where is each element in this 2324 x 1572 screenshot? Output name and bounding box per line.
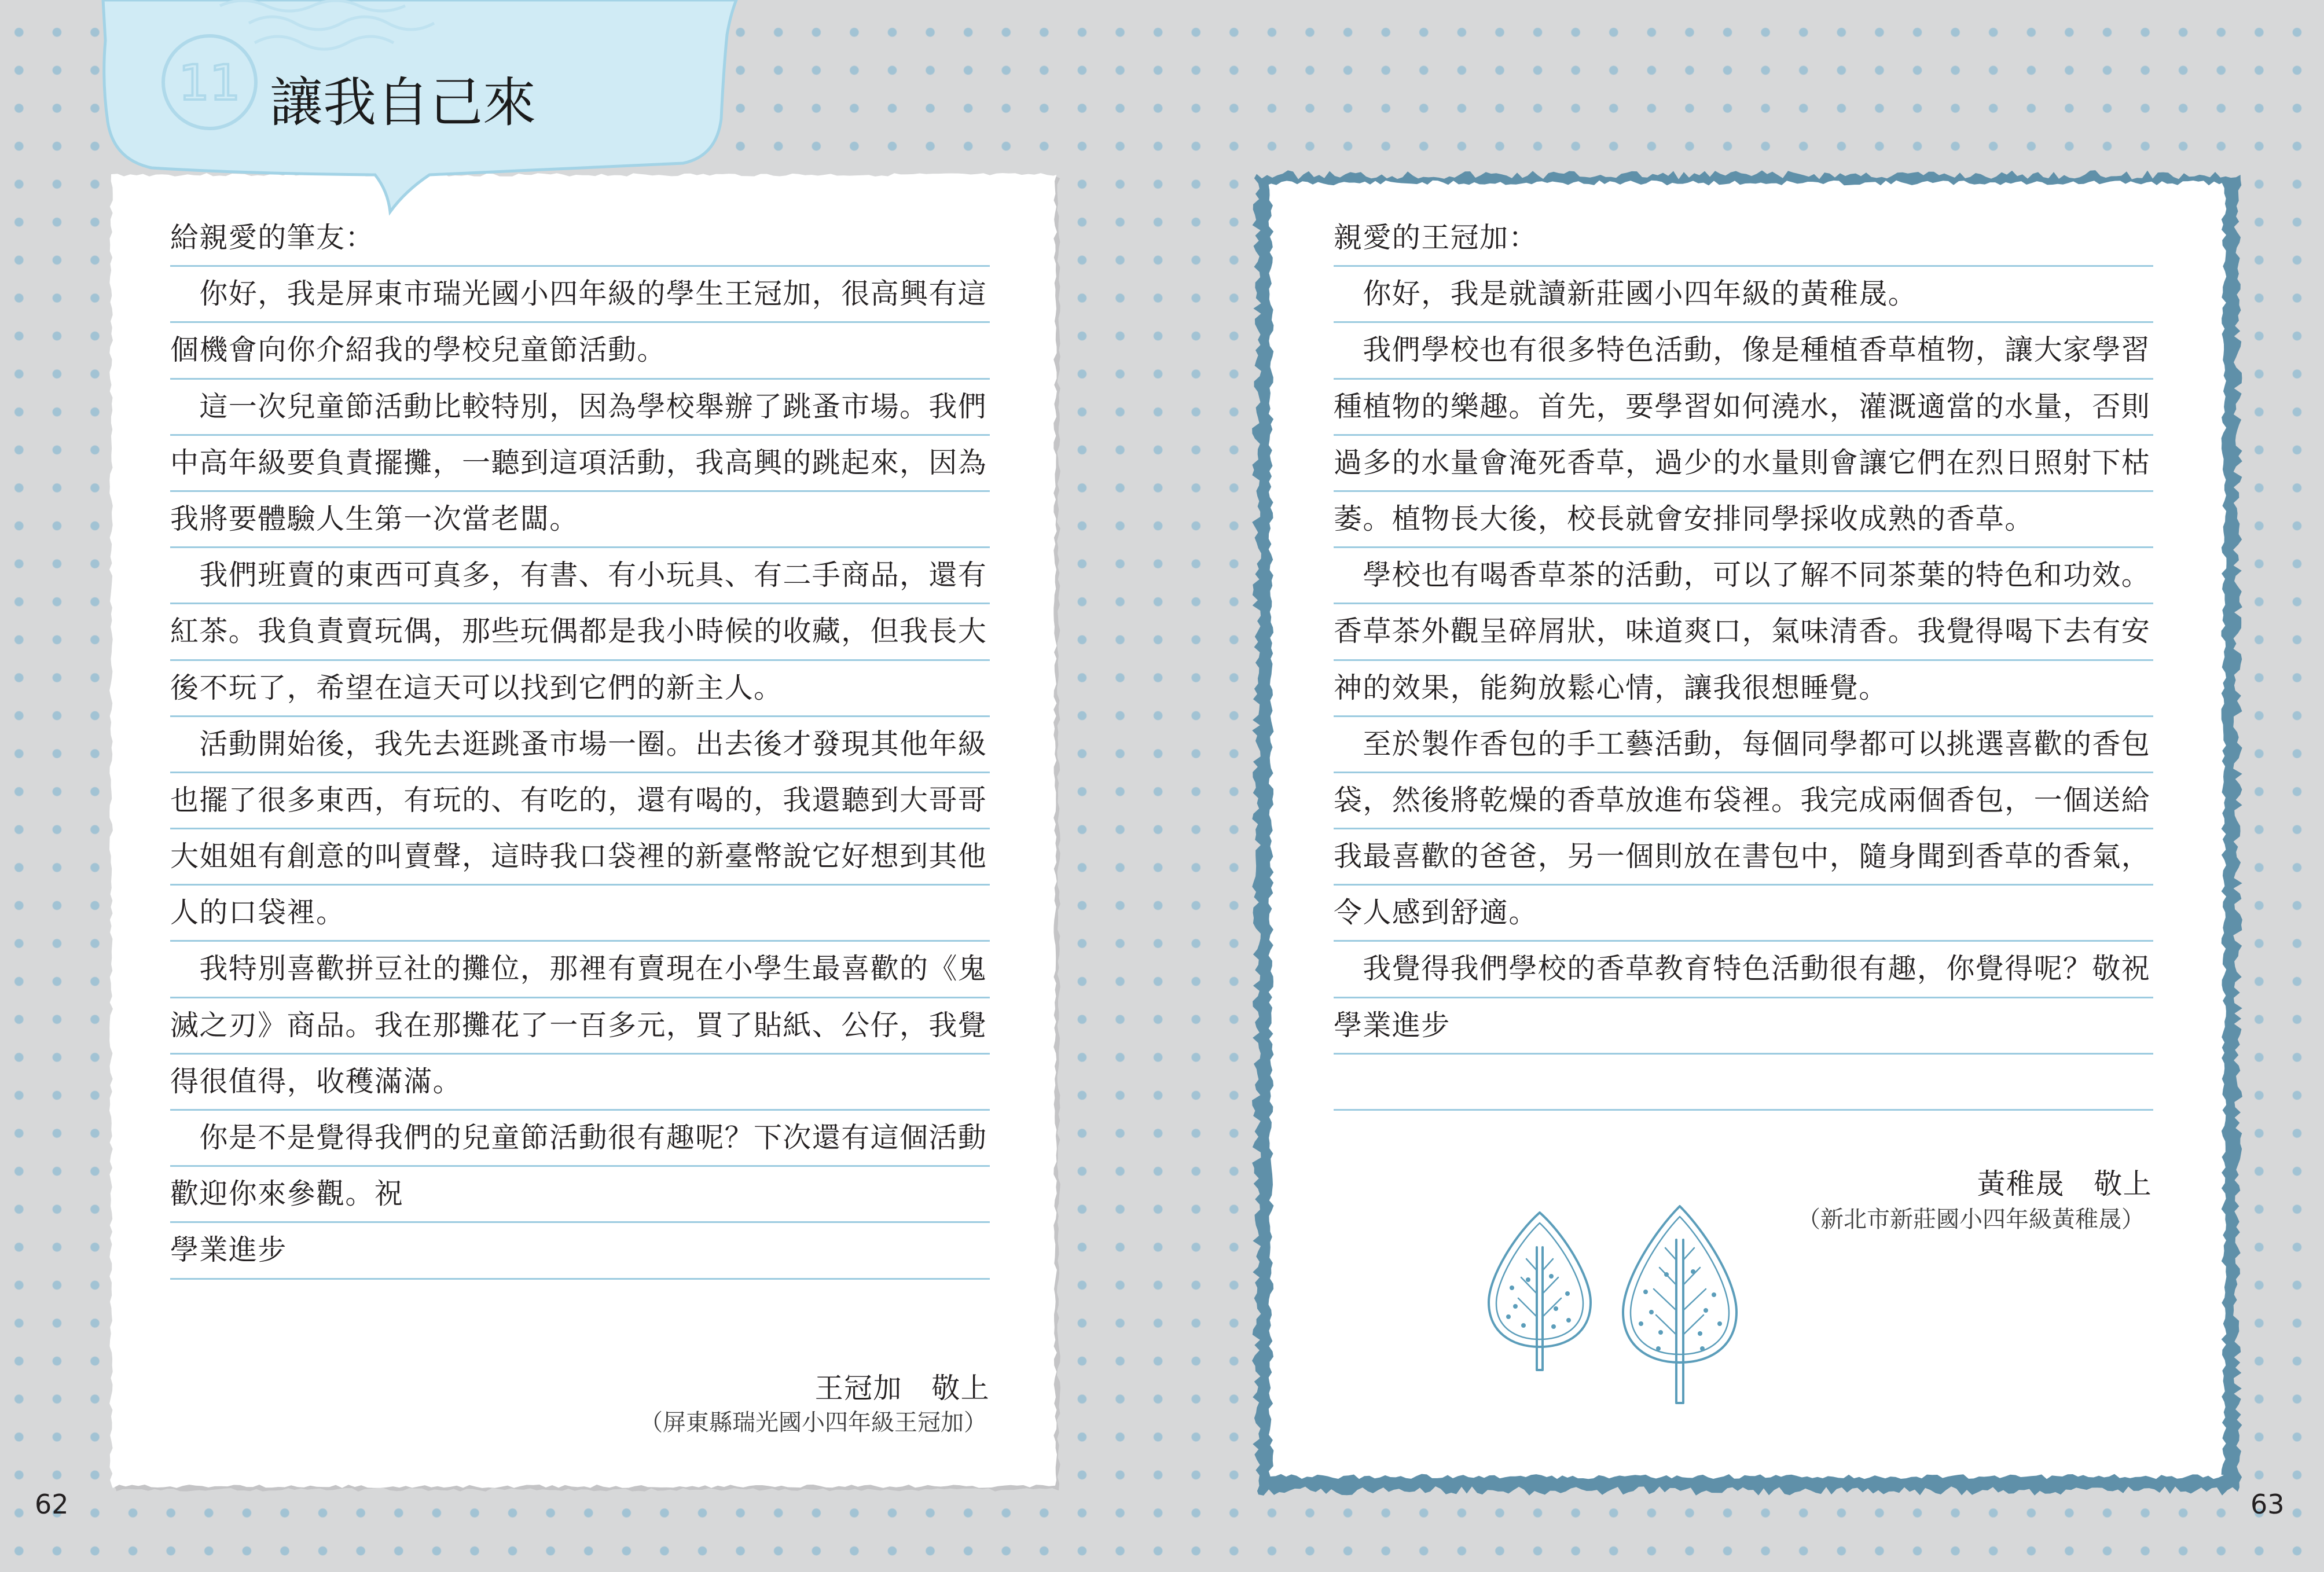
letter-line: 香草茶外觀呈碎屑狀，味道爽口，氣味清香。我覺得喝下去有安 [1334, 604, 2153, 660]
tree-dot [1639, 1321, 1643, 1326]
tree-dot [1521, 1323, 1526, 1328]
tree-dot [1506, 1314, 1511, 1319]
letter-line: 滅之刃》商品。我在那攤花了一百多元，買了貼紙、公仔，我覺 [170, 998, 990, 1055]
letter-line: 歡迎你來參觀。祝 [170, 1167, 990, 1223]
letter-line: 這一次兒童節活動比較特別，因為學校舉辦了跳蚤市場。我們 [170, 380, 990, 436]
tree-leaf-inner-outline [1631, 1217, 1729, 1354]
tree-dot [1664, 1272, 1669, 1277]
letter-line: 我覺得我們學校的香草教育特色活動很有趣，你覺得呢？敬祝 [1334, 942, 2153, 998]
letter-line: 中高年級要負責擺攤，一聽到這項活動，我高興的跳起來，因為 [170, 436, 990, 492]
tree-trunk [1676, 1240, 1683, 1403]
letter-line: 也擺了很多東西，有玩的、有吃的，還有喝的，我還聽到大哥哥 [170, 773, 990, 829]
tree-dot [1526, 1277, 1530, 1282]
page-title: 讓我自己來 [270, 72, 537, 134]
letter-line: 大姐姐有創意的叫賣聲，這時我口袋裡的新臺幣說它好想到其他 [170, 829, 990, 886]
letter-line: 我特別喜歡拼豆社的攤位，那裡有賣現在小學生最喜歡的《鬼 [170, 942, 990, 998]
tree-dot [1510, 1285, 1514, 1290]
tree-dot [1703, 1308, 1708, 1313]
letter-line: 萎。植物長大後，校長就會安排同學採收成熟的香草。 [1334, 492, 2153, 548]
letter-closing: 學業進步 [1334, 998, 2153, 1055]
tree-dot [1566, 1318, 1571, 1323]
letter-line: 我們學校也有很多特色活動，像是種植香草植物，讓大家學習 [1334, 323, 2153, 379]
tree-dot [1643, 1290, 1648, 1294]
tree-dot [1565, 1291, 1570, 1296]
tree-dot [1712, 1292, 1716, 1297]
right-letter [1334, 211, 2153, 1111]
tree-dot [1717, 1321, 1722, 1326]
letter-line: 紅茶。我負責賣玩偶，那些玩偶都是我小時候的收藏，但我長大 [170, 604, 990, 660]
letter-line: 神的效果，能夠放鬆心情，讓我很想睡覺。 [1334, 661, 2153, 717]
tree-dot [1649, 1310, 1654, 1314]
small-tree-icon [1482, 1207, 1598, 1375]
tree-dot [1554, 1306, 1558, 1311]
letter-closing: 學業進步 [170, 1223, 990, 1279]
letter-line: 你好，我是就讀新莊國小四年級的黃稚晟。 [1334, 267, 2153, 323]
tree-branches [1654, 1248, 1706, 1335]
tree-dots [1639, 1269, 1722, 1351]
tree-dot [1691, 1269, 1695, 1274]
letter-line: 過多的水量會淹死香草，過少的水量則會讓它們在烈日照射下枯 [1334, 436, 2153, 492]
letter-line: 你好，我是屏東市瑞光國小四年級的學生王冠加，很高興有這 [170, 267, 990, 323]
page-number-left: 62 [35, 1489, 69, 1520]
tree-dot [1658, 1330, 1663, 1335]
letter-line: 至於製作香包的手工藝活動，每個同學都可以挑選喜歡的香包 [1334, 717, 2153, 773]
letter-line: 我們班賣的東西可真多，有書、有小玩具、有二手商品，還有 [170, 548, 990, 604]
letter-line: 我最喜歡的爸爸，另一個則放在書包中，隨身聞到香草的香氣， [1334, 829, 2153, 886]
blank-rule-line [1334, 1055, 2153, 1111]
letter-line: 個機會向你介紹我的學校兒童節活動。 [170, 323, 990, 379]
letter-signature: 王冠加 敬上 [814, 1372, 990, 1405]
signature-school-note: （屏東縣瑞光國小四年級王冠加） [640, 1409, 987, 1436]
tree-dot [1513, 1304, 1518, 1309]
letter-line: 得很值得，收穫滿滿。 [170, 1055, 990, 1111]
signature-school-note: （新北市新莊國小四年級黃稚晟） [1797, 1206, 2145, 1233]
tree-dot [1698, 1331, 1702, 1336]
letter-signature: 黃稚晟 敬上 [1977, 1167, 2152, 1200]
tree-dot [1656, 1346, 1661, 1351]
letter-line: 後不玩了，希望在這天可以找到它們的新主人。 [170, 661, 990, 717]
letter-salutation: 給親愛的筆友： [170, 211, 990, 267]
tree-dot [1551, 1324, 1556, 1329]
tree-dots [1506, 1274, 1571, 1329]
postmark-number: 11 [178, 54, 241, 111]
page-number-right: 63 [2250, 1489, 2285, 1520]
letter-salutation: 親愛的王冠加： [1334, 211, 2153, 267]
tree-trunk [1537, 1247, 1543, 1370]
letter-line: 我將要體驗人生第一次當老闆。 [170, 492, 990, 548]
letter-line: 學校也有喝香草茶的活動，可以了解不同茶葉的特色和功效。 [1334, 548, 2153, 604]
letter-line: 令人感到舒適。 [1334, 886, 2153, 942]
letter-line: 人的口袋裡。 [170, 886, 990, 942]
tree-dot [1700, 1346, 1705, 1351]
letter-line: 活動開始後，我先去逛跳蚤市場一圈。出去後才發現其他年級 [170, 717, 990, 773]
tree-dot [1549, 1274, 1554, 1279]
letter-line: 種植物的樂趣。首先，要學習如何澆水，灌溉適當的水量，否則 [1334, 380, 2153, 436]
left-letter [170, 211, 990, 1280]
letter-line: 你是不是覺得我們的兒童節活動很有趣呢？下次還有這個活動 [170, 1111, 990, 1167]
letter-line: 袋，然後將乾燥的香草放進布袋裡。我完成兩個香包，一個送給 [1334, 773, 2153, 829]
large-tree-icon [1618, 1199, 1742, 1408]
